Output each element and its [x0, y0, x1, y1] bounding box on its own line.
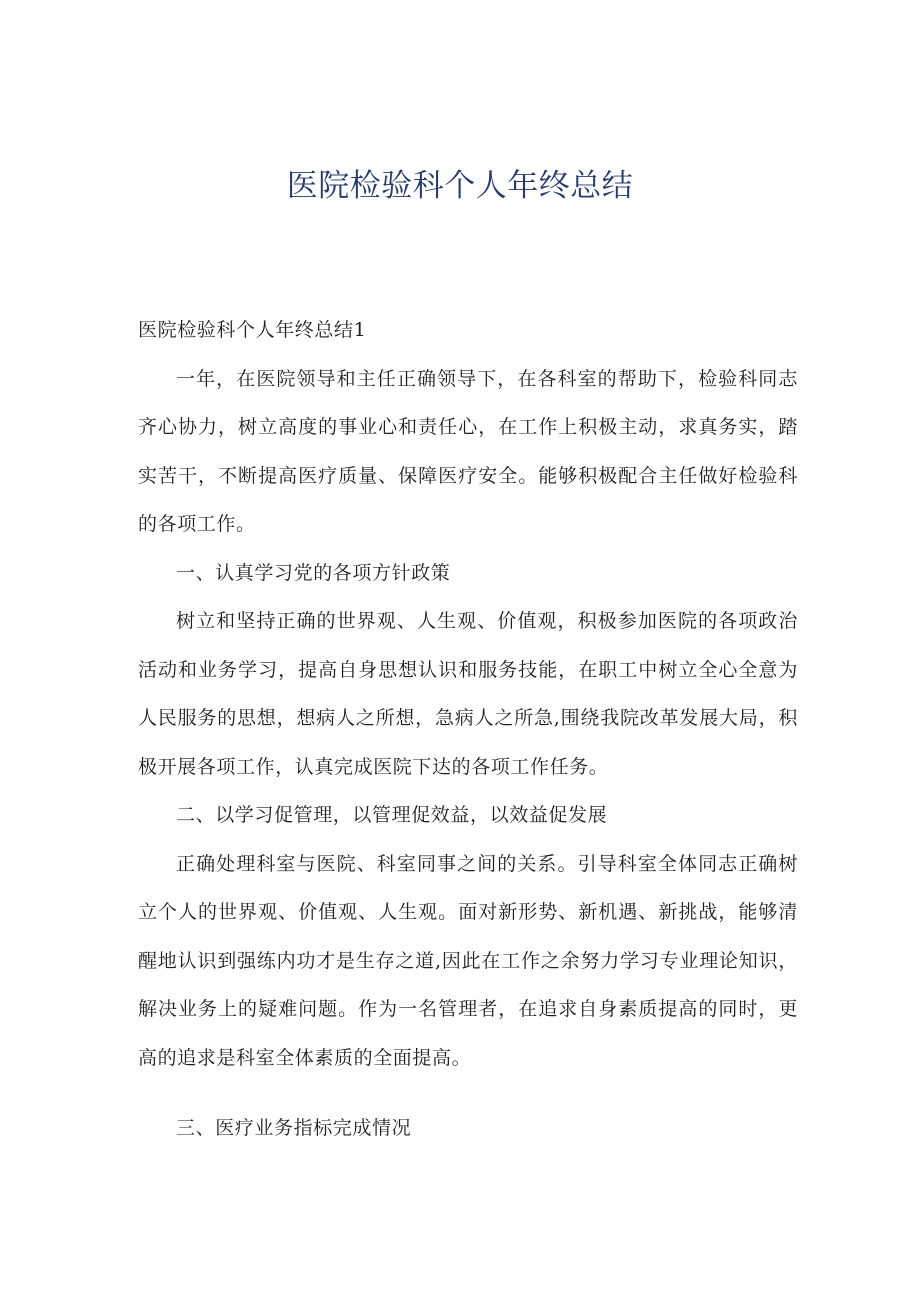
section-2-paragraph: 正确处理科室与医院、科室同事之间的关系。引导科室全体同志正确树立个人的世界观、价值观、人生观。面对新形势、新机遇、新挑战，能够清醒地认识到强练内功才是生存之道,因此在工作之余努力学习专业理论知识，解决业务上的疑难问题。作为一名管理者，在追求自身素质提高的同时，更高的追求是科室全体素质的全面提高。: [138, 852, 798, 1069]
intro-paragraph: 一年，在医院领导和主任正确领导下，在各科室的帮助下，检验科同志齐心协力，树立高度的事业心和责任心，在工作上积极主动，求真务实，踏实苦干，不断提高医疗质量、保障医疗安全。能够积极配合主任做好检验科的各项工作。: [138, 367, 798, 535]
section-1-paragraph: 树立和坚持正确的世界观、人生观、价值观，积极参加医院的各项政治活动和业务学习，提高自身思想认识和服务技能，在职工中树立全心全意为人民服务的思想，想病人之所想，急病人之所急,围绕我院改革发展大局，积极开展各项工作，认真完成医院下达的各项工作任务。: [138, 610, 798, 778]
document-title: 医院检验科个人年终总结: [286, 168, 634, 204]
document-body: [138, 306, 798, 1153]
section-subtitle: 医院检验科个人年终总结1: [138, 319, 367, 341]
section-heading-1: 一、认真学习党的各项方针政策: [176, 561, 451, 584]
section-heading-2: 二、以学习促管理，以管理促效益，以效益促发展: [176, 804, 608, 826]
section-heading-3: 三、医疗业务指标完成情况: [176, 1117, 412, 1139]
